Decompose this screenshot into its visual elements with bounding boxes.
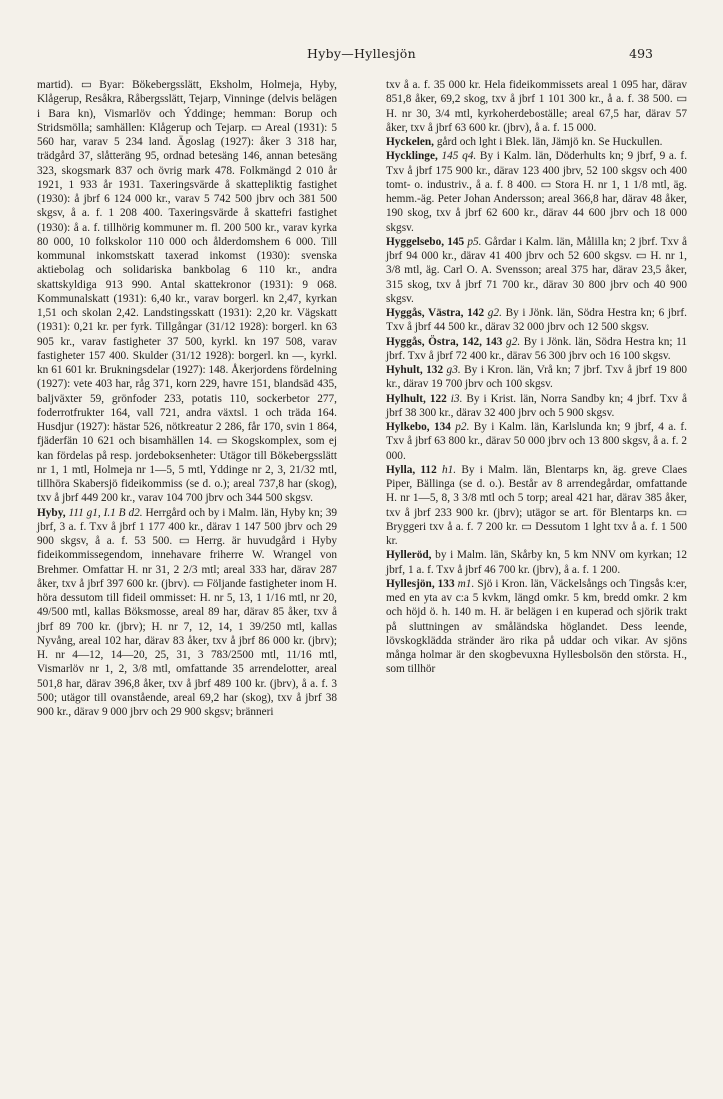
entry-headword: Hyby, [37, 506, 66, 519]
right-column [386, 78, 687, 677]
map-reference: g2. [506, 335, 521, 348]
map-reference: g2. [487, 307, 502, 319]
dictionary-entry [386, 392, 687, 421]
entry-headword: Hyllesjön, 133 [386, 577, 455, 590]
dictionary-entry [386, 420, 687, 463]
entry-text: By i Krist. län, Norra Sandby kn; 4 jbrf. Txv å jbrf 38 300 kr., därav 32 400 jbrv och 5 900 skgsv. [386, 392, 687, 419]
entry-headword: Hyggås, Östra, 142, 143 [386, 335, 503, 348]
entry-text: Gårdar i Kalm. län, Målilla kn; 2 jbrf. Txv å jbrf 94 000 kr., därav 41 400 jbrv och 52 600 skgsv. ▭ H. nr 1, 3/8 mtl, äg. Carl O. A. Svensson; areal 375 har, därav 23,5 åker, 315 skog, txv å jbrf 71 700 kr., därav 30 800 jbrv och 40 900 skgsv. [386, 235, 688, 305]
entry-text: By i Kalm. län, Döderhults kn; 9 jbrf, 9 a. f. Txv å jbrf 175 900 kr., därav 123 400 jbrv, 52 100 skgsv och 400 tomt- o. industriv., å a. f. 8 400. ▭ Stora H. nr 1, 1 1/8 mtl, äg. hemm.-äg. Peter Johan Andersson; areal 366,8 har, därav 48 åker, 190 skog, txv å jbrf 62 600 kr., därav 44 600 jbrv och 18 000 skgsv. [386, 150, 688, 234]
dictionary-entry [37, 506, 337, 720]
map-reference: 111 g1, I.1 B d2. [68, 506, 143, 519]
entry-text: By i Jönk. län, Södra Hestra kn; 6 jbrf. Txv å jbrf 44 500 kr., därav 32 000 jbrv och 12 500 skgsv. [386, 307, 688, 334]
header-title: Hyby—Hyllesjön [307, 46, 416, 61]
entry-headword: Hyggås, Västra, 142 [386, 307, 485, 319]
entry-text: Sjö i Kron. län, Väckelsångs och Tingsås k:er, med en yta av c:a 5 kvkm, längd omkr. 5 km, bredd omkr. 2 km och höjd ö. h. 140 m. H. är belägen i en kuperad och sjörik trakt på sluttningen av småländska höglandet. Dess leende, lövskogklädda stränder äro rika på uddar och vikar. Av sjöns många holmar är den skogbevuxna Hyllesbolsön den största. H., som tillhör [386, 577, 687, 676]
entry-text: txv å a. f. 35 000 kr. Hela fideikommissets areal 1 095 har, därav 851,8 åker, 69,2 skog, txv å jbrf 1 101 300 kr., å a. f. 38 500. ▭ H. nr 30, 3/4 mtl, kyrkoherdeboställe; areal 67,5 har, därav 57 åker, txv å jbrf 63 600 kr. (jbrv), å a. f. 15 000. [386, 79, 687, 134]
dictionary-entry [37, 78, 337, 506]
dictionary-entry [386, 548, 687, 577]
entry-headword: Hyggelsebo, 145 [386, 235, 465, 248]
map-reference: p5. [467, 235, 482, 248]
entry-headword: Hyhult, 132 [386, 364, 444, 376]
map-reference: 145 q4. [441, 150, 477, 163]
running-header [0, 46, 723, 62]
dictionary-entry [386, 78, 687, 135]
map-reference: h1. [441, 463, 457, 476]
entry-text: By i Kalm. län, Karlslunda kn; 9 jbrf, 4 a. f. Txv å jbrf 63 800 kr., därav 50 000 jbrv och 13 800 skgsv, å a. f. 2 000. [386, 421, 687, 462]
entry-text: By i Jönk. län, Södra Hestra kn; 11 jbrf. Txv å jbrf 72 400 kr., därav 56 300 jbrv och 16 100 skgsv. [386, 335, 687, 362]
entry-headword: Hycklinge, [386, 150, 438, 163]
dictionary-entry [386, 306, 687, 335]
dictionary-entry [386, 335, 687, 364]
left-column [37, 78, 337, 719]
dictionary-entry [386, 463, 687, 549]
entry-text: gård och lght i Blek. län, Jämjö kn. Se Huckullen. [436, 136, 663, 148]
entry-text: Herrgård och by i Malm. län, Hyby kn; 39 jbrf, 3 a. f. Txv å jbrf 1 177 400 kr., därav 1 147 500 jbrv och 29 900 skgsv, å a. f. 53 500. ▭ Herrg. är huvudgård i Hyby fideikommissegendom, innehavare friherre W. Wrangel von Brehmer. Omfattar H. nr 31, 2 2/3 mtl; areal 333 har, därav 287 åker, txv å jbrf 397 600 kr. (jbrv). ▭ Följande fastigheter inom H. höra dessutom till fideil ommisset: H. nr 5, 13, 1 1/16 mtl, nr 20, 49/500 mtl, kallas Böksmosse, areal 89 har, därav 85 åker, txv å jbrf 89 700 kr. (jbrv); H. nr 7, 12, 14, 1 39/250 mtl, kallas Nyvång, areal 102 har, därav 83 åker, txv å jbrf 86 000 kr. (jbrv); H. nr 4—12, 14—20, 25, 31, 3 783/2500 mtl, 11/16 mtl, Vismarlöv nr 1, 2, 3/8 mtl, omfattande 35 arrendelotter, areal 501,8 har, därav 396,8 åker, txv å jbrf 489 100 kr. (jbrv), å a. f. 3 500; utägor till ovanstående, areal 69,2 har (skog), txv å jbrf 38 900 kr., därav 9 000 jbrv och 29 900 skgsv; bränneri [37, 506, 337, 718]
entry-text: By i Malm. län, Blentarps kn, äg. greve Claes Piper, Bällinga (se d. o.). Består av 8 arrendegårdar, omfattande H. nr 1—5, 8, 3 3/8 mtl och 5 torp; areal 421 har, därav 385 åker, txv å jbrf 233 900 kr. (jbrv); utägor se art. för Blentarps kn. ▭ Bryggeri txv å a. f. 7 200 kr. ▭ Dessutom 1 lght txv å a. f. 1 500 kr. [386, 463, 687, 547]
entry-headword: Hylleröd, [386, 549, 432, 562]
dictionary-entry [386, 235, 687, 306]
entry-headword: Hylhult, 122 [386, 392, 447, 405]
entry-text: by i Malm. län, Skårby kn, 5 km NNV om kyrkan; 12 jbrf, 1 a. f. Txv å jbrf 46 700 kr. (jbrv), å a. f. 1 200. [386, 549, 687, 576]
page-number: 493 [629, 46, 653, 61]
entry-text: By i Kron. län, Vrå kn; 7 jbrf. Txv å jbrf 19 800 kr., därav 19 700 jbrv och 100 skgsv. [386, 364, 688, 391]
dictionary-entry [386, 149, 687, 235]
dictionary-entry [386, 577, 687, 677]
map-reference: i3. [450, 392, 463, 405]
map-reference: g3. [446, 364, 461, 376]
dictionary-entry [386, 363, 687, 392]
entry-headword: Hyckelen, [386, 136, 435, 148]
entry-text: martid). ▭ Byar: Bökebergsslätt, Eksholm, Holmeja, Hyby, Klågerup, Resåkra, Råbergsslätt, Tejarp, Vinninge (delvis belägen i Bara kn), Vismarlöv och Ýddinge; hemman: Borup och Stridsmölla; samhällen: Klågerup och Tejarp. ▭ Areal (1931): 5 560 har, varav 5 234 land. Ägoslag (1927): åker 3 318 har, trädgård 37, slåtteräng 95, ordnad betesäng 146, annan betesäng 323, skogsmark 837 och övrig mark 478. Folkmängd 2 010 år 1921, 1 933 år 1931. Taxeringsvärde å skattepliktig fastighet (1930): å jbrf 6 124 000 kr., varav 5 742 500 jbrv och 381 500 skgsv, å a. f. 1 208 400. Taxeringsvärde å skattefri fastighet (1930): å a. f. tillhörig kommuner m. fl. 200 500 kr., varav kyrka 80 000, 10 folkskolor 110 000 och ålderdomshem 6 000. Till kommunal inkomstskatt taxerad inkomst (1930): svenska aktiebolag och solidariska bankbolag 6 110 kr., andra skattskyldiga 913 990. Antal skattekronor (1931): 9 068. Kommunalskatt (1931): 6,40 kr., varav borgerl. kn 2,47, kyrkan 1,51 och skolan 2,42. Landstingsskatt (1931): 2,20 kr. Vägskatt (1931): 0,21 kr. per fyrk. Tillgångar (31/12 1928): borgerl. kn 63 905 kr., varav fastigheter 37 500, kyrkl. kn 197 508, varav fastigheter 157 400. Skulder (31/12 1928): borgerl. kn —, kyrkl. kn 61 601 kr. Brukningsdelar (1927): 148. Åkerjordens fördelning (1927): vete 403 har, råg 371, korn 229, havre 151, blandsäd 435, baljväxter 59, grönfoder 233, potatis 110, sockerbetor 277, foderrotfrukter 164, vall 721, andra växtsl. 1 och träda 164. Husdjur (1927): hästar 526, nötkreatur 2 286, får 170, svin 1 864, fjäderfän 10 621 och bisamhällen 14. ▭ Skogskomplex, som ej kan fördelas på resp. jordeboksenheter: Utägor till Bökebergsslätt nr 1, 1 mtl, Holmeja nr 1—5, 5 mtl, Yddinge nr 2, 3, 21/32 mtl, tillhöra Skabersjö fideikommiss (se d. o.); areal 737,8 har (skog), txv å jbrf 449 200 kr., varav 104 700 jbrv och 344 500 skgsv. [37, 79, 337, 505]
entry-headword: Hylkebo, 134 [386, 421, 451, 433]
map-reference: m1. [457, 577, 475, 590]
dictionary-entry [386, 135, 687, 149]
map-reference: p2. [455, 421, 470, 433]
entry-headword: Hylla, 112 [386, 463, 437, 476]
